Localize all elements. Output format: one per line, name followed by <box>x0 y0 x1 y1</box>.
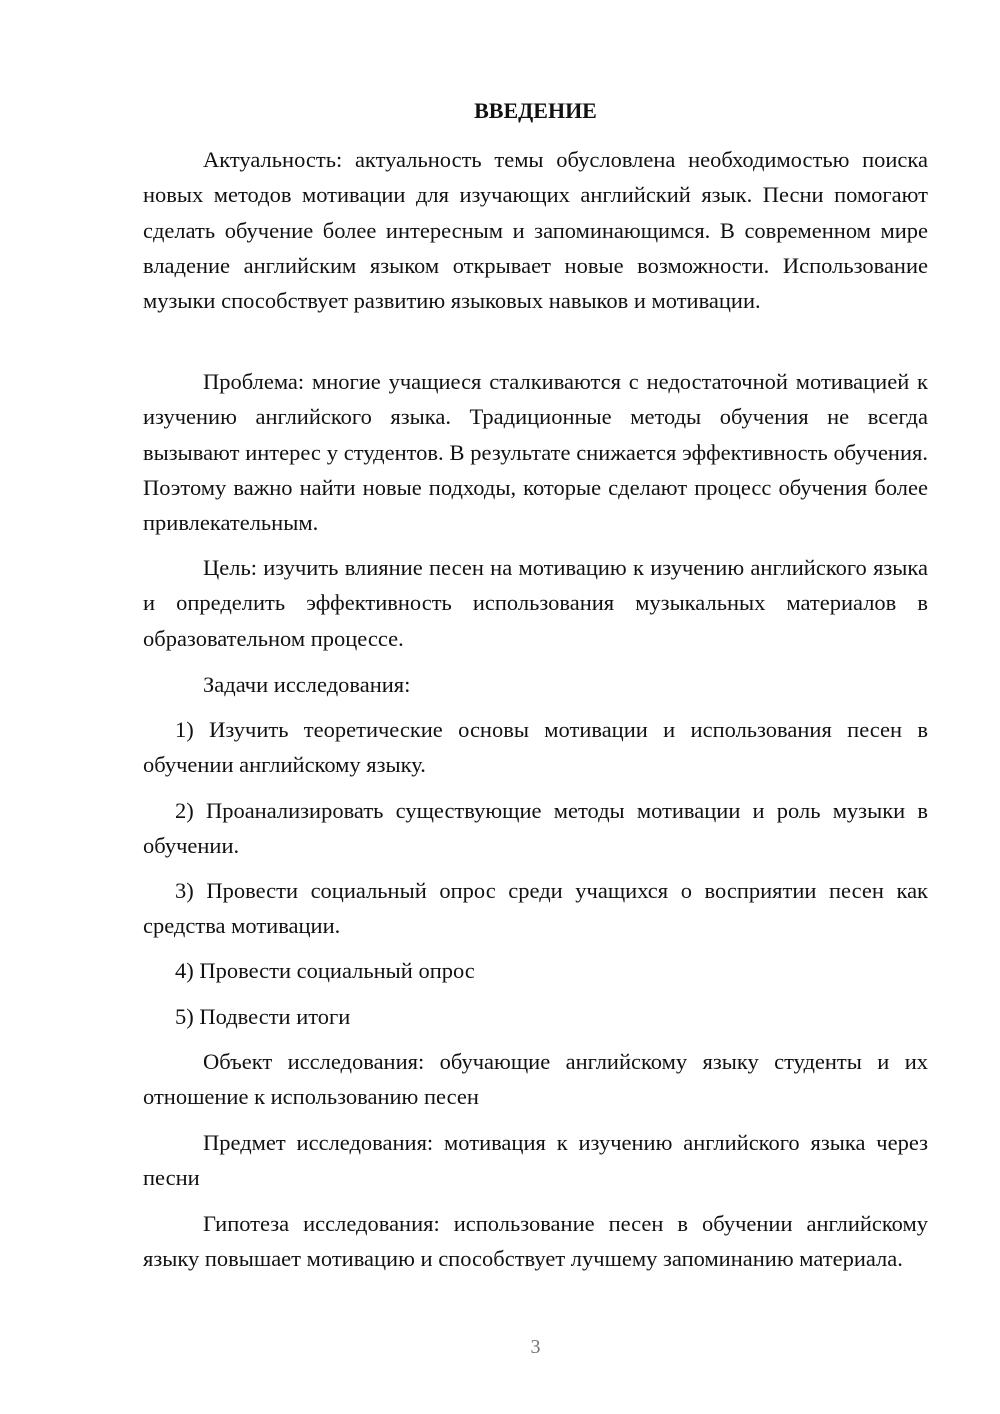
subject-paragraph: Предмет исследования: мотивация к изучению английского языка через песни <box>143 1130 928 1191</box>
goal-paragraph: Цель: изучить влияние песен на мотивацию к изучению английского языка и определить эффективность использования музыкальных материалов в образовательном процессе. <box>143 555 928 651</box>
section-title: ВВЕДЕНИЕ <box>474 98 597 123</box>
relevance-paragraph: Актуальность: актуальность темы обусловлена необходимостью поиска новых методов мотивации для изучающих английский язык. Песни помогают сделать обучение более интересным и запоминающимся. В современном мире владение английским языком открывает новые возможности. Использование музыки способствует развитию языковых навыков и мотивации. <box>143 147 928 314</box>
task-item-4: 4) Провести социальный опрос <box>175 958 475 983</box>
object-paragraph: Объект исследования: обучающие английскому языку студенты и их отношение к использованию песен <box>143 1049 928 1110</box>
task-item-2: 2) Проанализировать существующие методы мотивации и роль музыки в обучении. <box>143 798 928 859</box>
tasks-heading: Задачи исследования: <box>203 672 411 697</box>
task-item-5: 5) Подвести итоги <box>175 1004 351 1029</box>
problem-paragraph: Проблема: многие учащиеся сталкиваются с недостаточной мотивацией к изучению английского языка. Традиционные методы обучения не всегда вызывают интерес у студентов. В результате снижается эффективность обучения. Поэтому важно найти новые подходы, которые сделают процесс обучения более привлекательным. <box>143 369 928 536</box>
task-item-3: 3) Провести социальный опрос среди учащихся о восприятии песен как средства мотивации. <box>143 878 928 939</box>
document-page <box>143 0 928 1414</box>
page-number: 3 <box>530 1336 541 1358</box>
task-item-1: 1) Изучить теоретические основы мотивации и использования песен в обучении английскому языку. <box>143 717 928 778</box>
hypothesis-paragraph: Гипотеза исследования: использование песен в обучении английскому языку повышает мотивацию и способствует лучшему запоминанию материала. <box>143 1211 928 1272</box>
